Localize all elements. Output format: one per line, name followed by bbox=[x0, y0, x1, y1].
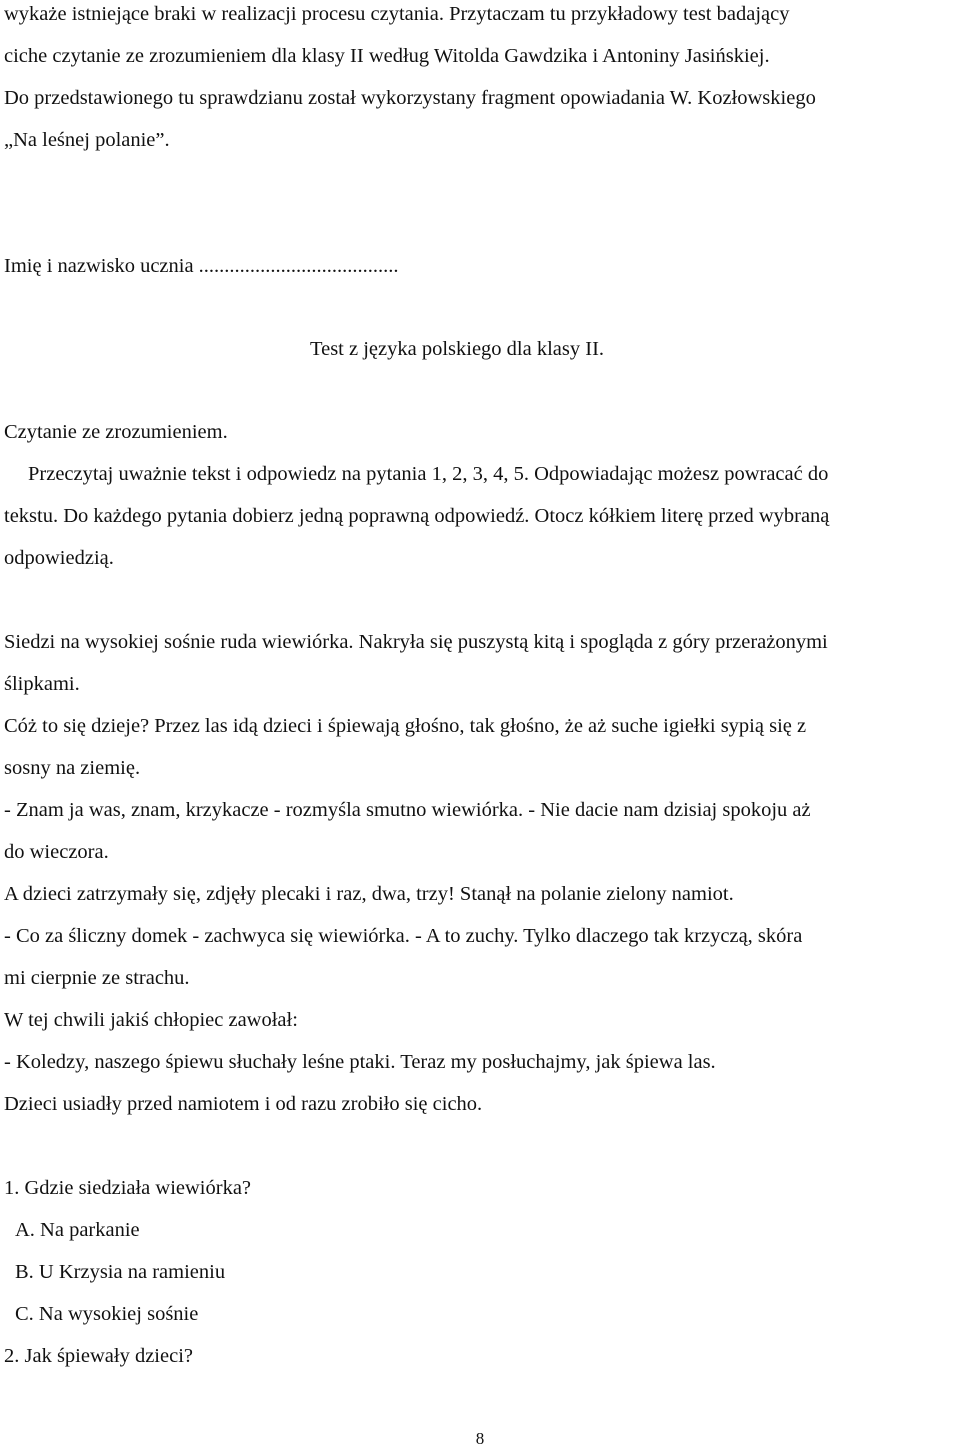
section-heading: Czytanie ze zrozumieniem. bbox=[4, 421, 228, 443]
story-line-10: W tej chwili jakiś chłopiec zawołał: bbox=[4, 1009, 298, 1031]
story-line-3: Cóż to się dzieje? Przez las idą dzieci i śpiewają głośno, tak głośno, że aż suche igiełki sypią się z bbox=[4, 715, 807, 737]
story-line-9: mi cierpnie ze strachu. bbox=[4, 967, 190, 989]
instructions-line-3: odpowiedzią. bbox=[4, 547, 114, 569]
intro-line-1: wykaże istniejące braki w realizacji procesu czytania. Przytaczam tu przykładowy test badający bbox=[4, 3, 790, 25]
story-line-8: - Co za śliczny domek - zachwyca się wiewiórka. - A to zuchy. Tylko dlaczego tak krzyczą, skóra bbox=[4, 925, 803, 947]
question-1-answer-c[interactable]: C. Na wysokiej sośnie bbox=[15, 1303, 199, 1325]
story-line-2: ślipkami. bbox=[4, 673, 80, 695]
question-2-text: 2. Jak śpiewały dzieci? bbox=[4, 1345, 193, 1367]
intro-line-2: ciche czytanie ze zrozumieniem dla klasy II według Witolda Gawdzika i Antoniny Jasińskiej. bbox=[4, 45, 770, 67]
intro-line-3: Do przedstawionego tu sprawdzianu został wykorzystany fragment opowiadania W. Kozłowskiego bbox=[4, 87, 816, 109]
instructions-line-1: Przeczytaj uważnie tekst i odpowiedz na pytania 1, 2, 3, 4, 5. Odpowiadając możesz powracać do bbox=[28, 463, 829, 485]
question-1-answer-b[interactable]: B. U Krzysia na ramieniu bbox=[15, 1261, 226, 1283]
question-1-answer-a[interactable]: A. Na parkanie bbox=[15, 1219, 140, 1241]
student-name-label: Imię i nazwisko ucznia ....................................... bbox=[4, 255, 399, 277]
story-line-5: - Znam ja was, znam, krzykacze - rozmyśla smutno wiewiórka. - Nie dacie nam dzisiaj spokoju aż bbox=[4, 799, 811, 821]
test-title: Test z języka polskiego dla klasy II. bbox=[310, 338, 605, 360]
story-line-1: Siedzi na wysokiej sośnie ruda wiewiórka. Nakryła się puszystą kitą i spogląda z góry przerażonymi bbox=[4, 631, 828, 653]
story-line-4: sosny na ziemię. bbox=[4, 757, 141, 779]
intro-line-4: „Na leśnej polanie”. bbox=[4, 129, 170, 151]
instructions-line-2: tekstu. Do każdego pytania dobierz jedną poprawną odpowiedź. Otocz kółkiem literę przed wybraną bbox=[4, 505, 830, 527]
story-line-7: A dzieci zatrzymały się, zdjęły plecaki i raz, dwa, trzy! Stanął na polanie zielony namiot. bbox=[4, 883, 734, 905]
story-line-11: - Koledzy, naszego śpiewu słuchały leśne ptaki. Teraz my posłuchajmy, jak śpiewa las. bbox=[4, 1051, 716, 1073]
question-1-text: 1. Gdzie siedziała wiewiórka? bbox=[4, 1177, 252, 1199]
story-line-6: do wieczora. bbox=[4, 841, 109, 863]
page-number: 8 bbox=[475, 1429, 485, 1448]
story-line-12: Dzieci usiadły przed namiotem i od razu zrobiło się cicho. bbox=[4, 1093, 483, 1115]
